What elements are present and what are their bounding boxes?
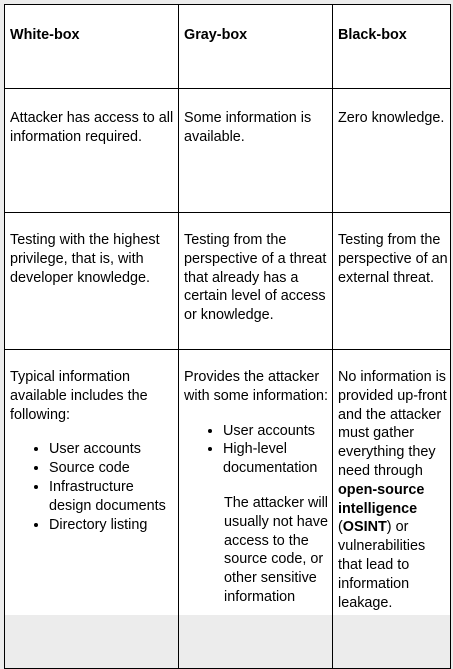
- list-item: • User accounts: [49, 440, 176, 459]
- list-item: • High-level documentation: [223, 440, 330, 478]
- list-item: • Source code: [49, 459, 176, 478]
- black-info-text-c: ) or vulnerabilities that lead to information leakage.: [338, 519, 426, 611]
- white-info-intro: Typical information available includes the following:: [10, 369, 148, 423]
- comparison-table-container: [4, 4, 450, 615]
- gray-info-note: The attacker will usually not have access to the source code, or other sensitive information: [224, 494, 329, 605]
- header-black-box: Black-box: [333, 5, 451, 89]
- cell-black-access: Zero knowledge.: [333, 89, 451, 213]
- header-gray-box: Gray-box: [179, 5, 333, 89]
- black-info-text-a: No information is provided up-front and the attacker must gather everything they need through: [338, 369, 447, 479]
- cell-black-information: [333, 350, 451, 669]
- header-white-box: White-box: [5, 5, 179, 89]
- testing-approaches-table: [4, 4, 451, 669]
- cell-gray-access: Some information is available.: [179, 89, 333, 213]
- list-item: • User accounts: [223, 422, 330, 441]
- table-row-perspective: [5, 213, 451, 350]
- white-info-list: [10, 440, 176, 534]
- cell-white-access: Attacker has access to all information required.: [5, 89, 179, 213]
- cell-gray-information: [179, 350, 333, 669]
- cell-white-perspective: Testing with the highest privilege, that is, with developer knowledge.: [5, 213, 179, 350]
- osint-term: open-source intelligence: [338, 481, 425, 517]
- list-item: • Directory listing: [49, 516, 176, 535]
- list-item: • Infrastructure design documents: [49, 478, 176, 516]
- cell-gray-perspective: Testing from the perspective of a threat that already has a certain level of access or knowledge.: [179, 213, 333, 350]
- gray-info-list: [184, 422, 330, 478]
- osint-abbreviation: OSINT: [342, 519, 387, 536]
- cell-white-information: [5, 350, 179, 669]
- cell-black-perspective: Testing from the perspective of an external threat.: [333, 213, 451, 350]
- table-row-information: [5, 350, 451, 669]
- header-row: [5, 5, 451, 89]
- black-info-text-b: (: [338, 519, 343, 536]
- gray-info-intro: Provides the attacker with some information:: [184, 369, 328, 404]
- table-row-access: [5, 89, 451, 213]
